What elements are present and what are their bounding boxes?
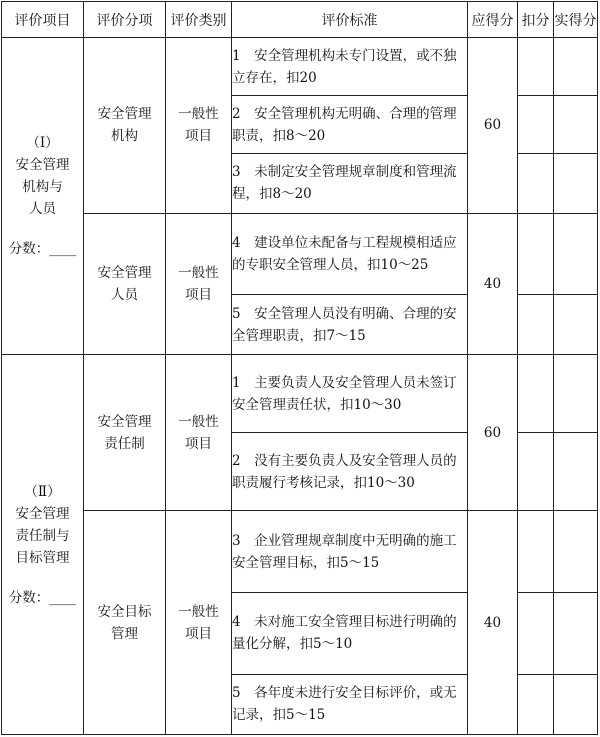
eval-item-line: 安全管理 <box>15 157 70 174</box>
score-label: 分数：____ <box>8 589 77 606</box>
deduction-cell[interactable] <box>518 674 554 734</box>
deduction-cell[interactable] <box>518 511 554 593</box>
eval-item-line: 安全管理 <box>15 505 70 522</box>
category-line: 一般性 <box>178 413 219 430</box>
eval-item-line: 人员 <box>29 201 56 218</box>
actual-score-cell[interactable] <box>554 38 598 96</box>
sub-item-cell <box>84 355 166 511</box>
deduction-cell[interactable] <box>518 38 554 96</box>
actual-score-cell[interactable] <box>554 674 598 734</box>
sub-item-line: 安全管理 <box>97 264 152 281</box>
sub-item-line: 安全目标 <box>97 603 152 620</box>
header-row <box>2 2 598 38</box>
actual-score-cell[interactable] <box>554 355 598 433</box>
sub-item-line: 机构 <box>111 128 138 145</box>
criteria-cell: 5 各年度未进行安全目标评价，或无记录，扣5～15 <box>232 674 468 734</box>
full-score-cell: 40 <box>468 511 518 735</box>
category-line: 项目 <box>185 286 212 303</box>
category-cell <box>166 38 232 214</box>
criteria-cell: 4 建设单位未配备与工程规模相适应的专职安全管理人员，扣10～25 <box>232 213 468 295</box>
eval-item-line: （Ⅱ） <box>24 483 61 500</box>
full-score-cell: 60 <box>468 38 518 214</box>
criteria-cell: 1 安全管理机构未专门设置，或不独立存在，扣20 <box>232 38 468 96</box>
category-line: 一般性 <box>178 264 219 281</box>
table-row <box>2 213 598 295</box>
eval-item-line: 责任制与 <box>15 527 70 544</box>
table-row <box>2 38 598 96</box>
eval-item-line: （Ⅰ） <box>26 135 59 152</box>
header-eval-item: 评价项目 <box>2 2 84 38</box>
sub-item-line: 安全管理 <box>97 106 152 123</box>
deduction-cell[interactable] <box>518 432 554 511</box>
criteria-cell: 2 安全管理机构无明确、合理的管理职责，扣8～20 <box>232 96 468 154</box>
category-line: 项目 <box>185 625 212 642</box>
actual-score-cell[interactable] <box>554 213 598 295</box>
table-row <box>2 511 598 593</box>
deduction-cell[interactable] <box>518 593 554 675</box>
deduction-cell[interactable] <box>518 355 554 433</box>
actual-score-cell[interactable] <box>554 295 598 355</box>
criteria-cell: 4 未对施工安全管理目标进行明确的量化分解，扣5～10 <box>232 593 468 675</box>
deduction-cell[interactable] <box>518 96 554 154</box>
criteria-cell: 1 主要负责人及安全管理人员未签订安全管理责任状，扣10～30 <box>232 355 468 433</box>
eval-item-cell <box>2 355 84 735</box>
criteria-cell: 5 安全管理人员没有明确、合理的安全管理职责，扣7～15 <box>232 295 468 355</box>
criteria-cell: 3 未制定安全管理规章制度和管理流程，扣8～20 <box>232 154 468 213</box>
header-deduction: 扣分 <box>518 2 554 38</box>
sub-item-cell <box>84 511 166 735</box>
category-cell <box>166 511 232 735</box>
eval-item-cell <box>2 38 84 355</box>
criteria-cell: 3 企业管理规章制度中无明确的施工安全管理目标，扣5～15 <box>232 511 468 593</box>
actual-score-cell[interactable] <box>554 432 598 511</box>
category-line: 项目 <box>185 435 212 452</box>
sub-item-line: 管理 <box>111 625 138 642</box>
actual-score-cell[interactable] <box>554 96 598 154</box>
sub-item-line: 责任制 <box>104 435 145 452</box>
category-line: 项目 <box>185 128 212 145</box>
full-score-cell: 60 <box>468 355 518 511</box>
deduction-cell[interactable] <box>518 295 554 355</box>
header-full-score: 应得分 <box>468 2 518 38</box>
actual-score-cell[interactable] <box>554 593 598 675</box>
category-cell <box>166 355 232 511</box>
header-criteria: 评价标准 <box>232 2 468 38</box>
deduction-cell[interactable] <box>518 154 554 213</box>
full-score-cell: 40 <box>468 213 518 355</box>
sub-item-line: 人员 <box>111 286 138 303</box>
category-line: 一般性 <box>178 106 219 123</box>
table-row <box>2 355 598 433</box>
category-cell <box>166 213 232 355</box>
category-line: 一般性 <box>178 603 219 620</box>
sub-item-cell <box>84 213 166 355</box>
criteria-cell: 2 没有主要负责人及安全管理人员的职责履行考核记录，扣10～30 <box>232 432 468 511</box>
actual-score-cell[interactable] <box>554 511 598 593</box>
header-category: 评价类别 <box>166 2 232 38</box>
actual-score-cell[interactable] <box>554 154 598 213</box>
deduction-cell[interactable] <box>518 213 554 295</box>
eval-item-line: 机构与 <box>22 179 63 196</box>
score-label: 分数：____ <box>8 241 77 258</box>
sub-item-cell <box>84 38 166 214</box>
sub-item-line: 安全管理 <box>97 413 152 430</box>
eval-item-line: 目标管理 <box>15 549 70 566</box>
header-actual-score: 实得分 <box>554 2 598 38</box>
header-sub-item: 评价分项 <box>84 2 166 38</box>
evaluation-table <box>1 1 598 735</box>
